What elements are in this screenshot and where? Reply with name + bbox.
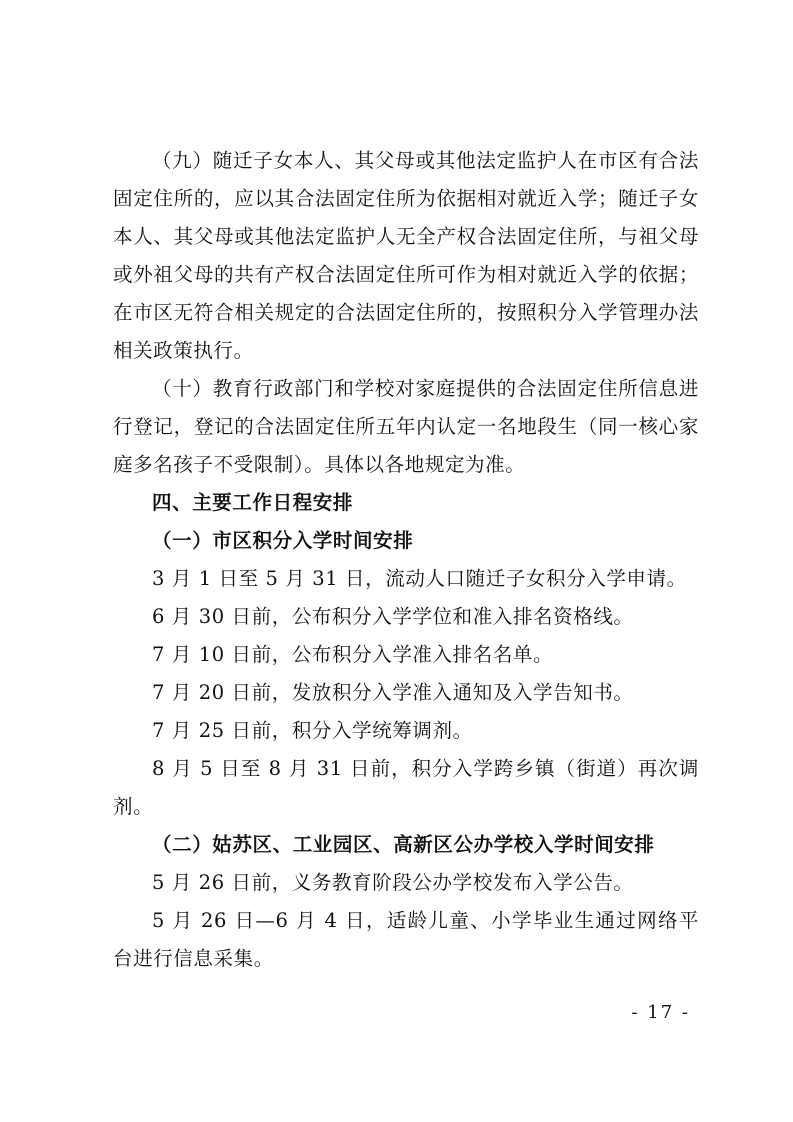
section-heading: 四、主要工作日程安排 <box>152 491 354 514</box>
schedule-line: 6 月 30 日前，公布积分入学学位和准入排名资格线。 <box>152 605 634 628</box>
schedule-line: 8 月 5 日至 8 月 31 日前，积分入学跨乡镇（街道）再次调剂。 <box>113 757 699 818</box>
subsection-heading-1: （一）市区积分入学时间安排 <box>152 529 414 552</box>
schedule-line: 7 月 25 日前，积分入学统筹调剂。 <box>152 719 473 742</box>
subsection-heading-2: （二）姑苏区、工业园区、高新区公办学校入学时间安排 <box>152 833 655 856</box>
page-number: - 17 - <box>631 1002 690 1023</box>
schedule-line: 7 月 20 日前，发放积分入学准入通知及入学告知书。 <box>152 681 634 704</box>
schedule-line: 3 月 1 日至 5 月 31 日，流动人口随迁子女积分入学申请。 <box>152 567 687 590</box>
paragraph-item-9: （九）随迁子女本人、其父母或其他法定监护人在市区有合法固定住所的，应以其合法固定住所为依据相对就近入学；随迁子女本人、其父母或其他法定监护人无全产权合法固定住所，与祖父母或外祖父母的共有产权合法固定住所可作为相对就近入学的依据；在市区无符合相关规定的合法固定住所的，按照积分入学管理办法相关政策执行。 <box>113 149 699 362</box>
schedule-line: 5 月 26 日—6 月 4 日，适龄儿童、小学毕业生通过网络平台进行信息采集。 <box>113 909 699 970</box>
document-body <box>113 142 699 978</box>
paragraph-item-10: （十）教育行政部门和学校对家庭提供的合法固定住所信息进行登记，登记的合法固定住所五年内认定一名地段生（同一核心家庭多名孩子不受限制）。具体以各地规定为准。 <box>113 377 699 476</box>
schedule-line: 5 月 26 日前，义务教育阶段公办学校发布入学公告。 <box>152 871 634 894</box>
schedule-line: 7 月 10 日前，公布积分入学准入排名名单。 <box>152 643 554 666</box>
